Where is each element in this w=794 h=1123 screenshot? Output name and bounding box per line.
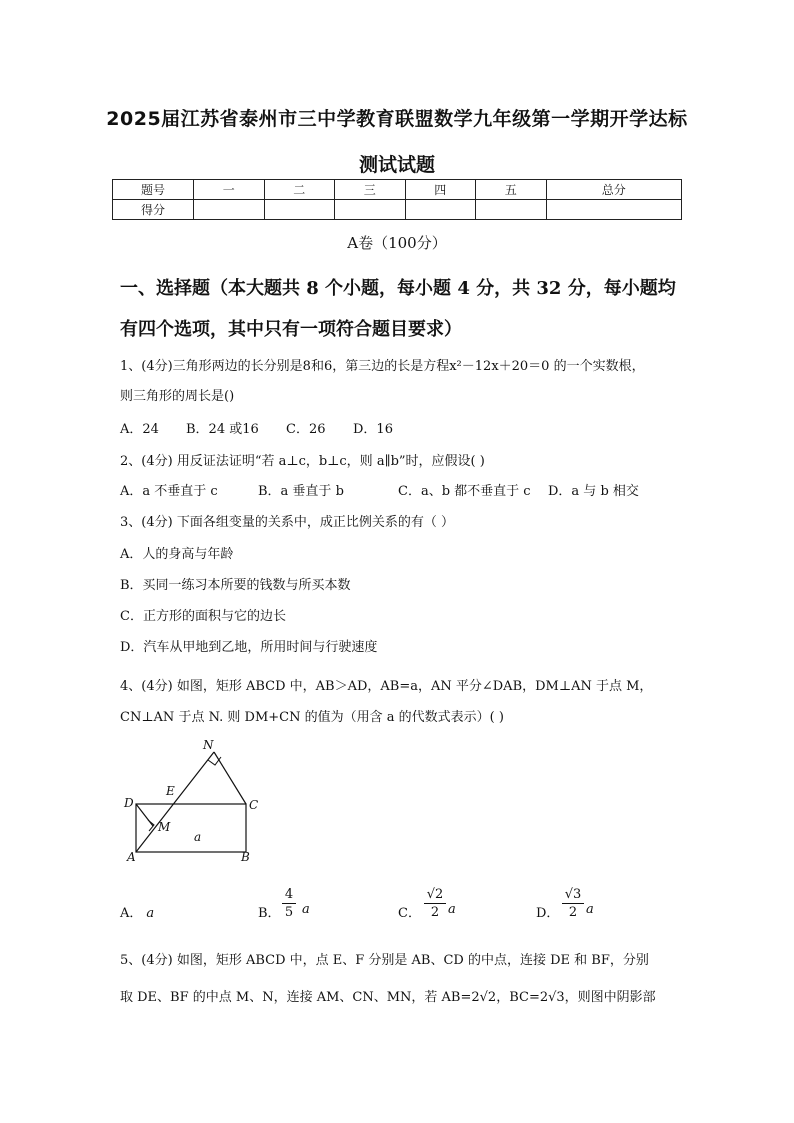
score-input-cell[interactable]: [476, 200, 547, 220]
q5-stem-line1: 5、(4分) 如图，矩形 ABCD 中，点 E、F 分别是 AB、CD 的中点，连接 DE 和 BF，分别: [120, 953, 649, 968]
fraction-denominator: 2: [430, 905, 440, 920]
q4-option-c-fraction: [424, 887, 446, 920]
score-header-cell: 题号: [113, 180, 194, 200]
q3-option-c[interactable]: C．正方形的面积与它的边长: [120, 609, 286, 624]
score-header-cell: 总分: [546, 180, 682, 200]
score-input-cell[interactable]: [405, 200, 476, 220]
q4-option-b-var: a: [302, 902, 310, 917]
q3-option-b[interactable]: B．买同一练习本所要的钱数与所买本数: [120, 578, 351, 593]
q4-option-a[interactable]: [120, 902, 154, 921]
q2-option-a[interactable]: A．a 不垂直于 c: [120, 484, 218, 499]
part-a-title: A卷（100分）: [347, 234, 447, 252]
score-header-cell: 二: [264, 180, 335, 200]
fraction-bar: [562, 903, 584, 904]
q4-option-c-label[interactable]: C．: [398, 906, 421, 921]
q4-stem-line2: CN⊥AN 于点 N. 则 DM+CN 的值为（用含 a 的代数式表示）( ): [120, 710, 504, 725]
fraction-denominator: 2: [568, 905, 578, 920]
label-b: B: [241, 850, 250, 864]
q3-stem: 3、(4分) 下面各组变量的关系中，成正比例关系的有（ ）: [120, 515, 454, 530]
q1-option-a[interactable]: A．24: [120, 422, 159, 437]
fraction-bar: [282, 903, 296, 904]
score-input-cell[interactable]: [194, 200, 265, 220]
section-1-heading-line2: 有四个选项，其中只有一项符合题目要求）: [120, 319, 462, 340]
q2-option-d[interactable]: D．a 与 b 相交: [548, 484, 639, 499]
q4-option-d-label[interactable]: D．: [536, 906, 560, 921]
q4-option-c-var: a: [448, 902, 456, 917]
exam-title-line1: 2025届江苏省泰州市三中学教育联盟数学九年级第一学期开学达标: [106, 108, 688, 130]
label-m: M: [158, 820, 171, 834]
score-row-label: 得分: [113, 200, 194, 220]
fraction-numerator: 4: [284, 887, 294, 902]
q5-stem-line2: 取 DE、BF 的中点 M、N，连接 AM、CN、MN，若 AB=2√2，BC=2√3，则图中阴影部: [120, 990, 656, 1005]
score-table: [112, 179, 682, 220]
q3-option-a[interactable]: A．人的身高与年龄: [120, 547, 234, 562]
score-header-cell: 五: [476, 180, 547, 200]
label-e: E: [166, 784, 175, 798]
option-letter: A．: [120, 906, 143, 921]
q4-option-d-fraction: [562, 887, 584, 920]
score-input-cell[interactable]: [335, 200, 406, 220]
fraction-denominator: 5: [284, 905, 294, 920]
label-c: C: [249, 798, 259, 812]
q1-option-c[interactable]: C．26: [286, 422, 326, 437]
q1-option-b[interactable]: B．24 或16: [186, 422, 259, 437]
line-dm: [136, 804, 153, 826]
q1-stem-line2: 则三角形的周长是(): [120, 389, 235, 404]
score-header-cell: 三: [335, 180, 406, 200]
q4-rectangle-figure: [118, 735, 268, 865]
q2-option-b[interactable]: B．a 垂直于 b: [258, 484, 344, 499]
score-table-score-row: [113, 200, 682, 220]
q2-stem: 2、(4分) 用反证法证明“若 a⊥c，b⊥c，则 a∥b”时，应假设( ): [120, 454, 485, 469]
q1-stem-line1: 1、(4分)三角形两边的长分别是8和6，第三边的长是方程x²－12x＋20＝0 的一个实数根，: [120, 359, 645, 374]
score-table-header-row: [113, 180, 682, 200]
q2-option-c[interactable]: C．a、b 都不垂直于 c: [398, 484, 531, 499]
exam-title-line2: 测试试题: [358, 154, 435, 176]
section-1-heading-line1: 一、选择题（本大题共 8 个小题，每小题 4 分，共 32 分，每小题均: [120, 278, 676, 299]
option-value: a: [146, 906, 155, 921]
fraction-bar: [424, 903, 446, 904]
score-header-cell: 四: [405, 180, 476, 200]
q4-stem-line1: 4、(4分) 如图，矩形 ABCD 中，AB＞AD，AB=a，AN 平分∠DAB，DM⊥AN 于点 M，: [120, 679, 653, 694]
score-input-cell[interactable]: [546, 200, 682, 220]
fraction-numerator: √2: [426, 887, 444, 902]
q4-option-d-var: a: [586, 902, 594, 917]
score-input-cell[interactable]: [264, 200, 335, 220]
score-header-cell: 一: [194, 180, 265, 200]
q1-option-d[interactable]: D．16: [353, 422, 393, 437]
label-d: D: [124, 796, 134, 810]
label-n: N: [203, 738, 214, 752]
rectangle-abcd: [136, 804, 246, 852]
q3-option-d[interactable]: D．汽车从甲地到乙地，所用时间与行驶速度: [120, 640, 378, 655]
line-an: [136, 752, 214, 852]
label-a-length: a: [194, 830, 202, 844]
fraction-numerator: √3: [564, 887, 582, 902]
q4-option-b-label[interactable]: B．: [258, 906, 281, 921]
label-a: A: [127, 850, 136, 864]
q4-option-b-fraction: [282, 887, 296, 920]
